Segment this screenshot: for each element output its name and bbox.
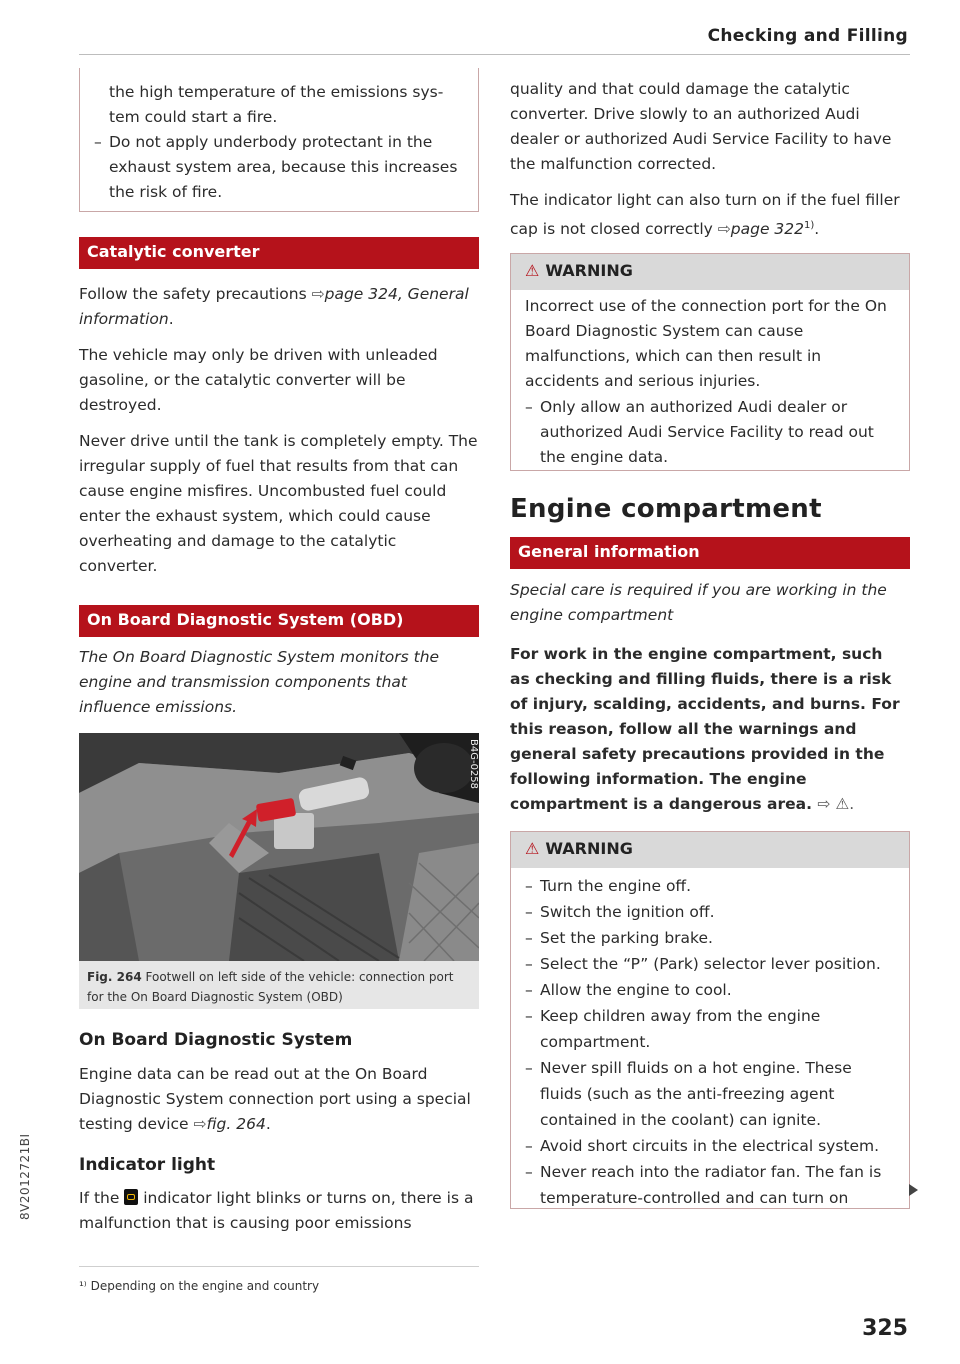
catalytic-p1: Follow the safety precautions ⇨page 324, General information.: [79, 285, 469, 328]
fig-xref-link[interactable]: fig. 264: [206, 1115, 266, 1133]
running-header: Checking and Filling: [707, 26, 908, 46]
figure-caption: Fig. 264 Footwell on left side of the vehicle: connection port for the On Board Diagnostic System (OBD): [87, 970, 454, 1004]
list-item: – Avoid short circuits in the electrical system.: [525, 1133, 895, 1159]
footnote: ¹⁾ Depending on the engine and country: [79, 1279, 320, 1293]
box-line-2: tem could start a fire.: [109, 108, 278, 126]
list-item: – Do not apply underbody protectant in the exhaust system area, because this increases the risk of fire.: [94, 130, 464, 205]
obd-subheading: On Board Diagnostic System: [79, 1030, 353, 1050]
obd-text: Engine data can be read out at the On Board Diagnostic System connection port using a special testing device ⇨fig. 264.: [79, 1065, 471, 1133]
warning-list: [525, 395, 895, 470]
general-information-heading: General information: [510, 537, 910, 569]
warning-xref-icon[interactable]: ⇨ ⚠.: [817, 795, 855, 813]
figure-code: B4G-0258: [468, 739, 479, 790]
list-item: – Keep children away from the engine compartment.: [525, 1003, 895, 1055]
engine-indicator-icon: [124, 1189, 138, 1205]
xref-link[interactable]: page 324, General information: [79, 285, 469, 328]
xref-arrow-icon: ⇨: [311, 285, 325, 303]
right-p2: The indicator light can also turn on if the fuel filler cap is not closed correctly ⇨page 322$^{1)}$.: [510, 191, 900, 239]
header-rule: [79, 54, 910, 55]
xref-arrow-icon: ⇨: [193, 1115, 207, 1133]
indicator-subheading: Indicator light: [79, 1155, 216, 1175]
engine-compartment-title: Engine compartment: [510, 494, 822, 524]
list-item: – Allow the engine to cool.: [525, 977, 895, 1003]
box-line-1: the high temperature of the emissions sys-: [109, 83, 444, 101]
footnote-rule: [79, 1266, 479, 1267]
continue-arrow-icon: [909, 1184, 918, 1196]
warning-list: [525, 873, 895, 1211]
list-item: – Only allow an authorized Audi dealer or authorized Audi Service Facility to read out the engine data.: [525, 395, 895, 470]
list-item: – Never reach into the radiator fan. The fan is temperature-controlled and can turn on: [525, 1159, 895, 1211]
document-id: 8V2012721BI: [18, 1133, 32, 1220]
warning-header: ⚠ WARNING: [511, 832, 909, 868]
list-item: – Switch the ignition off.: [525, 899, 895, 925]
list-item: – Never spill fluids on a hot engine. These fluids (such as the anti-freezing agent contained in the coolant) can ignite.: [525, 1055, 895, 1133]
catalytic-p2: The vehicle may only be driven with unleaded gasoline, or the catalytic converter will be destroyed.: [79, 346, 438, 414]
indicator-text: If the indicator light blinks or turns on, there is a malfunction that is causing poor emissions: [79, 1189, 474, 1232]
figure-264: [79, 733, 479, 1009]
obd-heading: On Board Diagnostic System (OBD): [79, 605, 479, 637]
catalytic-p3: Never drive until the tank is completely empty. The irregular supply of fuel that results from that can cause engine misfires. Uncombusted fuel could enter the exhaust system, which could cause overheating and damage to the catalytic converter.: [79, 432, 478, 575]
warning-text: Incorrect use of the connection port for the On Board Diagnostic System can cause malfunctions, which can then result in accidents and serious injuries.: [525, 297, 887, 390]
engine-intro: Special care is required if you are working in the engine compartment: [510, 581, 887, 624]
catalytic-converter-heading: Catalytic converter: [79, 237, 479, 269]
warning-triangle-icon: ⚠: [525, 261, 540, 280]
fire-warning-continuation-box: [79, 68, 479, 212]
right-top-text: [510, 77, 910, 242]
warning-triangle-icon: ⚠: [525, 839, 540, 858]
list-item: – Set the parking brake.: [525, 925, 895, 951]
list-item: – Select the “P” (Park) selector lever position.: [525, 951, 895, 977]
engine-text: [510, 578, 905, 817]
right-p1: quality and that could damage the catalytic converter. Drive slowly to an authorized Audi dealer or authorized Audi Service Facility to have the malfunction corrected.: [510, 80, 892, 173]
catalytic-section: [79, 282, 479, 579]
page-xref-link[interactable]: page 322: [730, 220, 805, 239]
warning-box-obd: [510, 253, 910, 471]
xref-arrow-icon: ⇨: [717, 220, 731, 239]
engine-bold-text: For work in the engine compartment, such as checking and filling fluids, there is a risk of injury, scalding, accidents, and burns. For this reason, follow all the warnings and general safety precautions provided in the following information. The engine compartment is a dangerous area. ⇨ ⚠.: [510, 645, 900, 813]
footnote-marker: 1): [804, 220, 815, 231]
page-number: 325: [862, 1316, 908, 1341]
obd-intro: The On Board Diagnostic System monitors the engine and transmission components that influence emissions.: [79, 648, 440, 716]
obd-footwell-illustration: [79, 733, 479, 961]
warning-header: ⚠ WARNING: [511, 254, 909, 290]
list-item: – Turn the engine off.: [525, 873, 895, 899]
box-list: [94, 130, 464, 205]
warning-box-engine: [510, 831, 910, 1209]
